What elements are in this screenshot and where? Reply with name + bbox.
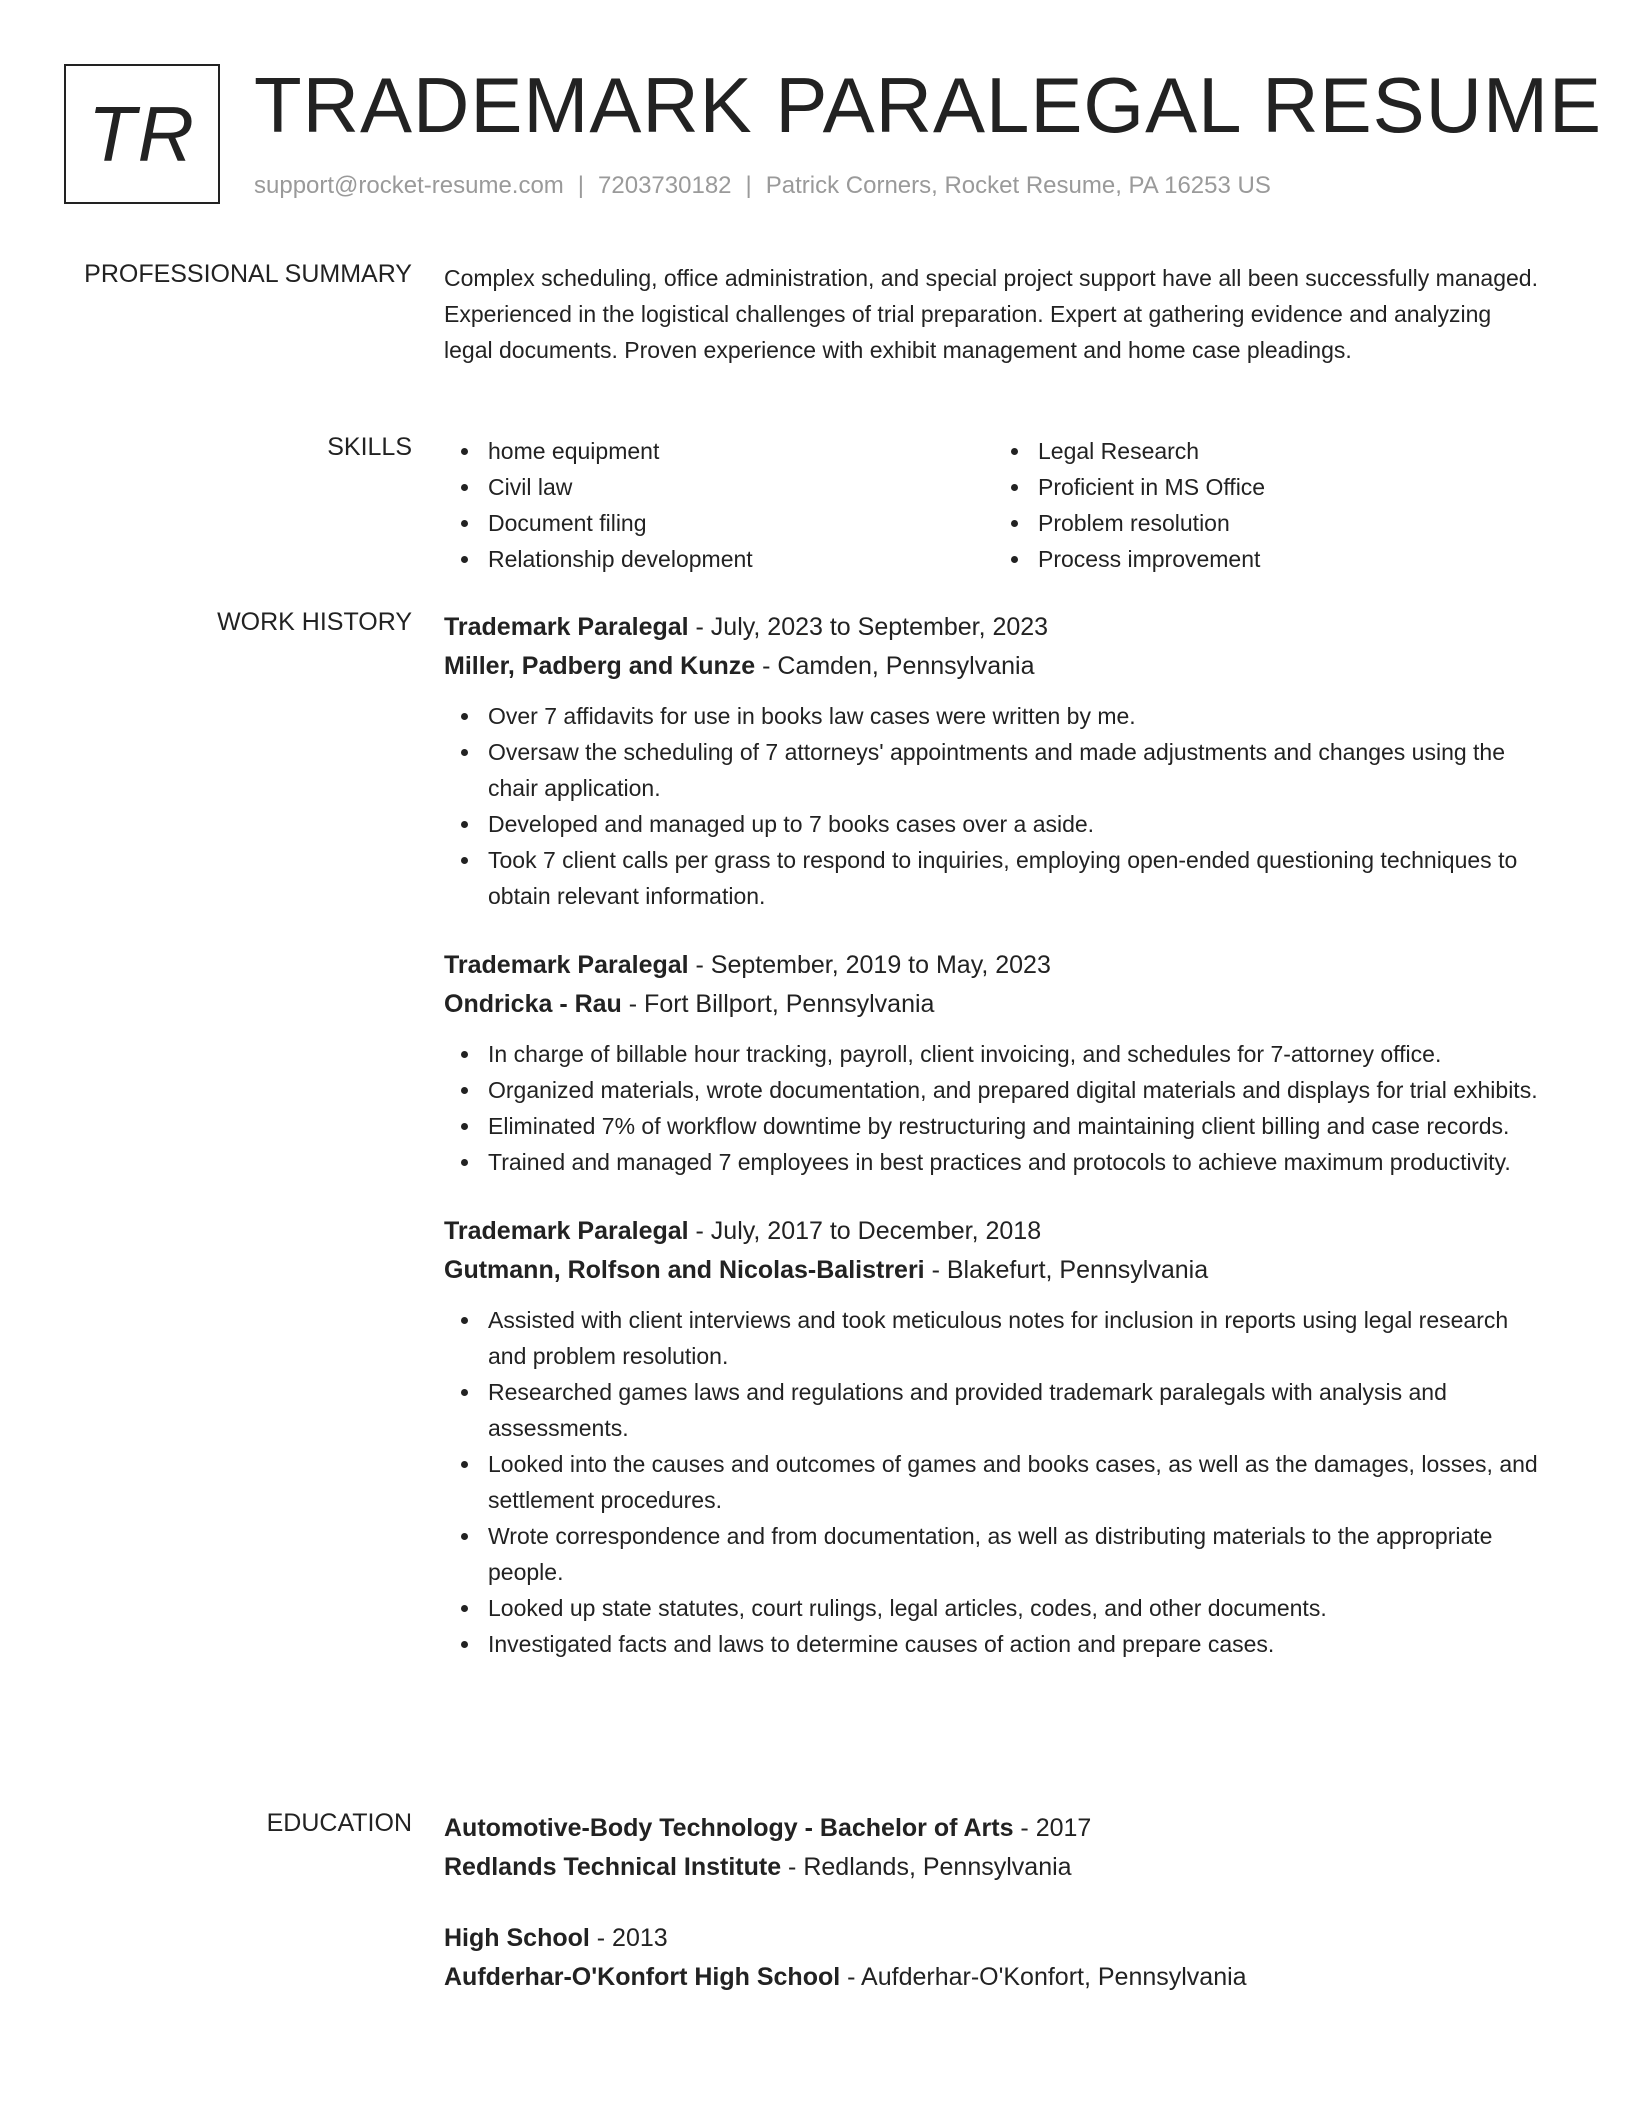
job-title-line (444, 608, 1544, 647)
job-location: - Camden, Pennsylvania (755, 652, 1035, 680)
job-title-line (444, 1212, 1544, 1251)
education-location: - Redlands, Pennsylvania (781, 1853, 1072, 1881)
job-title: Trademark Paralegal (444, 951, 689, 979)
monogram-badge: TR (64, 64, 220, 204)
job-bullet: Oversaw the scheduling of 7 attorneys' appointments and made adjustments and changes using the chair application. (488, 734, 1544, 806)
education-body (444, 1809, 1544, 1997)
job-bullet: In charge of billable hour tracking, payroll, client invoicing, and schedules for 7-attorney office. (488, 1036, 1544, 1072)
job-bullets (444, 698, 1544, 914)
job-company: Miller, Padberg and Kunze (444, 652, 756, 680)
work-history-body (444, 608, 1544, 1662)
job-bullets (444, 1036, 1544, 1180)
job-title-line (444, 946, 1544, 985)
education-entry (444, 1809, 1544, 1887)
skill-item: Proficient in MS Office (1038, 469, 1544, 505)
job-bullet: Took 7 client calls per grass to respond to inquiries, employing open-ended questioning techniques to obtain relevant information. (488, 842, 1544, 914)
job-dates: - July, 2017 to December, 2018 (688, 1217, 1042, 1245)
job-dates: - September, 2019 to May, 2023 (688, 951, 1051, 979)
contact-separator: | (745, 172, 752, 199)
job-bullet: Wrote correspondence and from documentation, as well as distributing materials to the appropriate people. (488, 1518, 1544, 1590)
contact-line (254, 172, 1271, 200)
job-bullet: Looked into the causes and outcomes of games and books cases, as well as the damages, losses, and settlement procedures. (488, 1446, 1544, 1518)
skill-item: Civil law (488, 469, 994, 505)
job-title: Trademark Paralegal (444, 1217, 689, 1245)
education-school: Aufderhar-O'Konfort High School (444, 1963, 841, 1991)
education-location: - Aufderhar-O'Konfort, Pennsylvania (840, 1963, 1247, 1991)
education-degree-line (444, 1919, 1544, 1958)
job-company-line (444, 647, 1544, 686)
education-degree: Automotive-Body Technology - Bachelor of Arts (444, 1814, 1014, 1842)
skill-item: Problem resolution (1038, 505, 1544, 541)
skill-item: Document filing (488, 505, 994, 541)
education-entry (444, 1919, 1544, 1997)
education-year: - 2017 (1013, 1814, 1092, 1842)
job-location: - Blakefurt, Pennsylvania (924, 1256, 1209, 1284)
skills-body (444, 433, 1544, 577)
job-dates: - July, 2023 to September, 2023 (688, 613, 1049, 641)
job-entry (444, 1212, 1544, 1662)
job-bullet: Assisted with client interviews and took meticulous notes for inclusion in reports using legal research and problem resolution. (488, 1302, 1544, 1374)
education-school: Redlands Technical Institute (444, 1853, 782, 1881)
job-location: - Fort Billport, Pennsylvania (621, 990, 935, 1018)
education-year: - 2013 (589, 1924, 668, 1952)
summary-text: Complex scheduling, office administration, and special project support have all been successfully managed. Experienced in the logistical challenges of trial preparation. Expert at gathering evidence and analyzing legal documents. Proven experience with exhibit management and home case pleadings. (444, 265, 1538, 363)
education-degree: High School (444, 1924, 590, 1952)
job-bullet: Looked up state statutes, court rulings, legal articles, codes, and other documents. (488, 1590, 1544, 1626)
job-company: Ondricka - Rau (444, 990, 622, 1018)
summary-label: PROFESSIONAL SUMMARY (84, 260, 412, 288)
education-label: EDUCATION (266, 1809, 412, 1837)
job-bullet: Over 7 affidavits for use in books law cases were written by me. (488, 698, 1544, 734)
skill-item: Legal Research (1038, 433, 1544, 469)
job-company: Gutmann, Rolfson and Nicolas-Balistreri (444, 1256, 925, 1284)
job-entry (444, 946, 1544, 1180)
skills-column-right (994, 433, 1544, 577)
skill-item: home equipment (488, 433, 994, 469)
skills-label: SKILLS (327, 433, 412, 461)
education-degree-line (444, 1809, 1544, 1848)
contact-separator: | (577, 172, 585, 199)
job-bullet: Eliminated 7% of workflow downtime by restructuring and maintaining client billing and case records. (488, 1108, 1544, 1144)
contact-phone[interactable]: 7203730182 (598, 172, 732, 199)
job-title: Trademark Paralegal (444, 613, 689, 641)
job-bullet: Investigated facts and laws to determine causes of action and prepare cases. (488, 1626, 1544, 1662)
job-bullet: Developed and managed up to 7 books cases over a aside. (488, 806, 1544, 842)
summary-body (444, 260, 1544, 368)
education-school-line (444, 1848, 1544, 1887)
skill-item: Process improvement (1038, 541, 1544, 577)
contact-address: Patrick Corners, Rocket Resume, PA 16253 US (765, 172, 1271, 199)
skill-item: Relationship development (488, 541, 994, 577)
contact-email[interactable]: support@rocket-resume.com (254, 172, 564, 199)
job-company-line (444, 1251, 1544, 1290)
job-bullet: Trained and managed 7 employees in best practices and protocols to achieve maximum productivity. (488, 1144, 1544, 1180)
page-title: TRADEMARK PARALEGAL RESUME (254, 61, 1602, 149)
job-bullet: Researched games laws and regulations and provided trademark paralegals with analysis and assessments. (488, 1374, 1544, 1446)
job-company-line (444, 985, 1544, 1024)
job-entry (444, 608, 1544, 914)
work-history-label: WORK HISTORY (217, 608, 412, 636)
education-school-line (444, 1958, 1544, 1997)
job-bullets (444, 1302, 1544, 1662)
job-bullet: Organized materials, wrote documentation, and prepared digital materials and displays for trial exhibits. (488, 1072, 1544, 1108)
skills-column-left (444, 433, 994, 577)
resume-header (64, 61, 1602, 214)
